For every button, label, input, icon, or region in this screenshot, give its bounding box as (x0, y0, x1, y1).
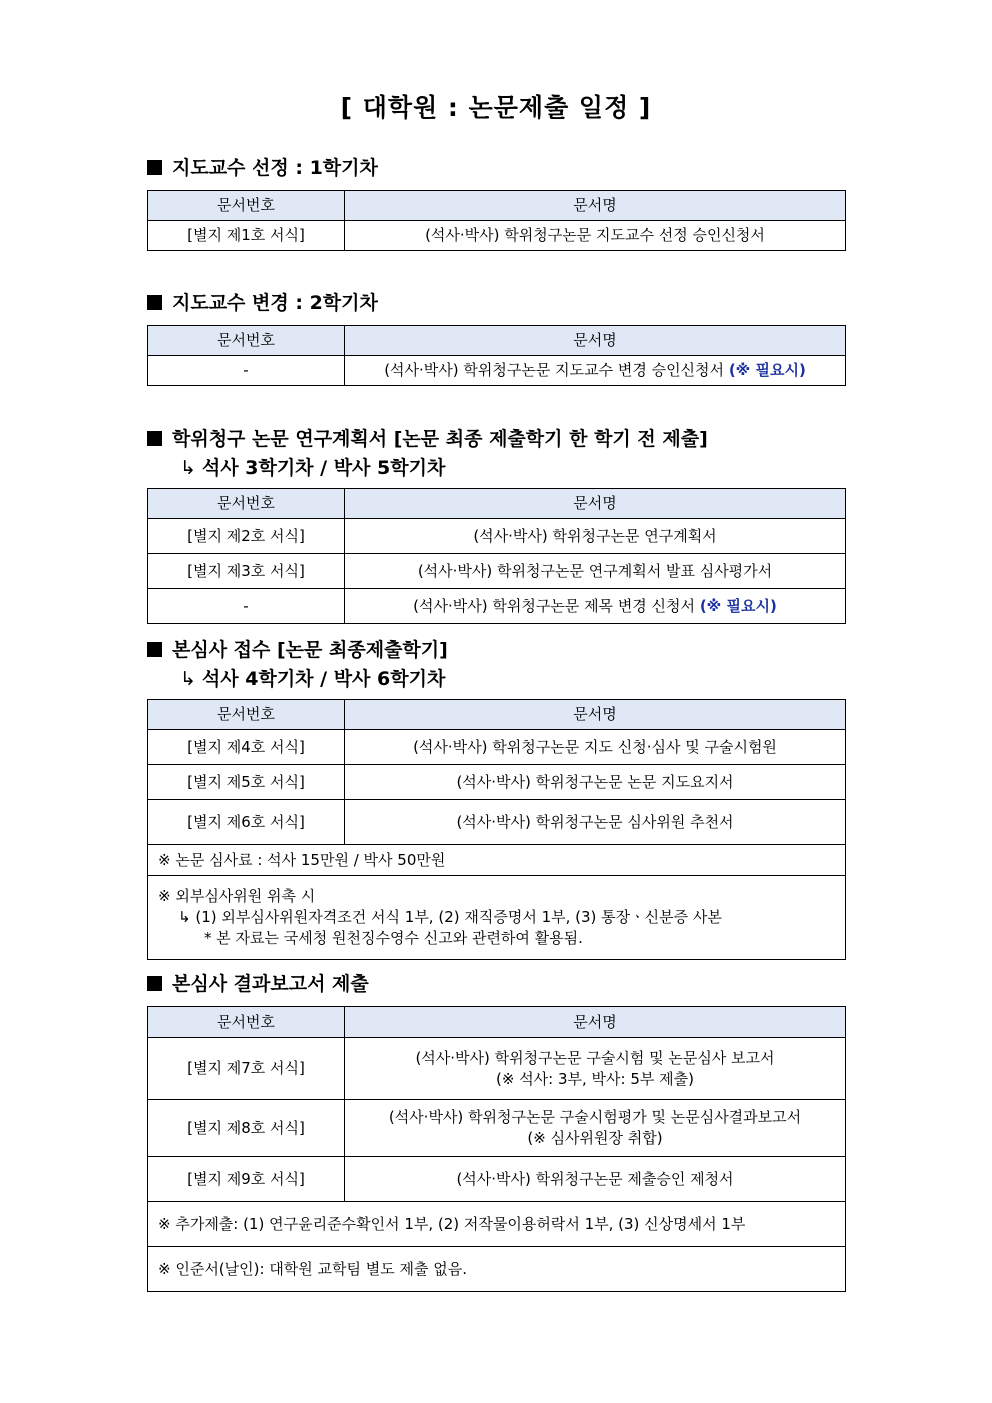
form-name: (석사·박사) 학위청구논문 지도 신청·심사 및 구술시험원 (345, 730, 846, 765)
main-review-table (147, 699, 846, 960)
section-heading-text: 본심사 결과보고서 제출 (172, 973, 369, 995)
approval-seal-note: ※ 인준서(날인): 대학원 교학팀 별도 제출 없음. (148, 1247, 846, 1292)
table-row (148, 221, 846, 251)
note-line: ※ 외부심사위원 위촉 시 (158, 887, 316, 905)
form-number: [별지 제4호 서식] (148, 730, 345, 765)
section-heading-main-review (147, 635, 448, 662)
section-subheading-text: 석사 3학기차 / 박사 5학기차 (201, 457, 446, 479)
column-header-name: 문서명 (345, 326, 846, 356)
table-row (148, 356, 846, 386)
result-report-table (147, 1006, 846, 1292)
column-header-number: 문서번호 (148, 326, 345, 356)
section-heading-advisor-selection (147, 153, 378, 180)
section-subheading-research-plan (180, 453, 445, 480)
review-fee-note: ※ 논문 심사료 : 석사 15만원 / 박사 50만원 (148, 845, 846, 876)
table-row (148, 730, 846, 765)
square-bullet-icon (147, 295, 162, 310)
if-needed-note: (※ 필요시) (699, 596, 777, 615)
section-subheading-main-review (180, 664, 445, 691)
section-subheading-text: 석사 4학기차 / 박사 6학기차 (201, 668, 446, 690)
table-row (148, 1157, 846, 1202)
square-bullet-icon (147, 160, 162, 175)
square-bullet-icon (147, 976, 162, 991)
section-heading-result-report (147, 969, 369, 996)
note-line: * 본 자료는 국세청 원천징수영수 신고와 관련하여 활용됨. (204, 929, 583, 947)
form-name-text: (석사·박사) 학위청구논문 지도교수 변경 승인신청서 (384, 361, 725, 379)
column-header-name: 문서명 (345, 1007, 846, 1038)
form-number: [별지 제8호 서식] (148, 1100, 345, 1157)
section-heading-text: 학위청구 논문 연구계획서 [논문 최종 제출학기 한 학기 전 제출] (172, 428, 708, 450)
form-number: [별지 제3호 서식] (148, 554, 345, 589)
column-header-number: 문서번호 (148, 489, 345, 519)
table-row (148, 519, 846, 554)
if-needed-note: (※ 필요시) (728, 361, 806, 379)
column-header-number: 문서번호 (148, 700, 345, 730)
column-header-name: 문서명 (345, 700, 846, 730)
external-reviewer-note (148, 876, 846, 960)
advisor-selection-table (147, 190, 846, 251)
form-number: [별지 제7호 서식] (148, 1038, 345, 1100)
note-line: ↳ (1) 외부심사위원자격조건 서식 1부, (2) 재직증명서 1부, (3) 통장ㆍ신분증 사본 (178, 908, 722, 926)
form-name-subnote: (※ 심사위원장 취합) (527, 1129, 663, 1147)
form-name: (석사·박사) 학위청구논문 논문 지도요지서 (345, 765, 846, 800)
additional-submission-note: ※ 추가제출: (1) 연구윤리준수확인서 1부, (2) 저작물이용허락서 1부, (3) 신상명세서 1부 (148, 1202, 846, 1247)
form-number: - (148, 356, 345, 386)
note-row (148, 876, 846, 960)
table-row (148, 1038, 846, 1100)
form-number: [별지 제2호 서식] (148, 519, 345, 554)
return-arrow-icon: ↳ (180, 668, 196, 690)
form-name-subnote: (※ 석사: 3부, 박사: 5부 제출) (496, 1069, 694, 1088)
form-name: (석사·박사) 학위청구논문 연구계획서 (345, 519, 846, 554)
form-name (345, 1100, 846, 1157)
column-header-number: 문서번호 (148, 191, 345, 221)
section-heading-text: 본심사 접수 [논문 최종제출학기] (172, 639, 448, 661)
form-name-text: (석사·박사) 학위청구논문 구술시험 및 논문심사 보고서 (415, 1048, 775, 1067)
square-bullet-icon (147, 431, 162, 446)
form-number: [별지 제6호 서식] (148, 800, 345, 845)
form-number: [별지 제5호 서식] (148, 765, 345, 800)
square-bullet-icon (147, 642, 162, 657)
form-name (345, 589, 846, 624)
form-name-text: (석사·박사) 학위청구논문 제목 변경 신청서 (413, 596, 696, 615)
column-header-name: 문서명 (345, 191, 846, 221)
table-row (148, 765, 846, 800)
return-arrow-icon: ↳ (180, 457, 196, 479)
research-plan-table (147, 488, 846, 624)
form-number: - (148, 589, 345, 624)
form-number: [별지 제9호 서식] (148, 1157, 345, 1202)
column-header-name: 문서명 (345, 489, 846, 519)
table-row (148, 589, 846, 624)
form-name: (석사·박사) 학위청구논문 지도교수 선정 승인신청서 (345, 221, 846, 251)
form-number: [별지 제1호 서식] (148, 221, 345, 251)
table-row (148, 554, 846, 589)
advisor-change-table (147, 325, 846, 386)
form-name: (석사·박사) 학위청구논문 연구계획서 발표 심사평가서 (345, 554, 846, 589)
section-heading-text: 지도교수 선정 : 1학기차 (172, 157, 378, 179)
form-name (345, 1038, 846, 1100)
section-heading-research-plan (147, 424, 708, 451)
form-name (345, 356, 846, 386)
page-title: [ 대학원 : 논문제출 일정 ] (340, 93, 652, 122)
form-name: (석사·박사) 학위청구논문 제출승인 제청서 (345, 1157, 846, 1202)
section-heading-text: 지도교수 변경 : 2학기차 (172, 292, 378, 314)
form-name: (석사·박사) 학위청구논문 심사위원 추천서 (345, 800, 846, 845)
table-row (148, 1100, 846, 1157)
note-row (148, 845, 846, 876)
note-row (148, 1202, 846, 1247)
note-row (148, 1247, 846, 1292)
form-name-text: (석사·박사) 학위청구논문 구술시험평가 및 논문심사결과보고서 (388, 1108, 802, 1126)
table-row (148, 800, 846, 845)
column-header-number: 문서번호 (148, 1007, 345, 1038)
section-heading-advisor-change (147, 288, 378, 315)
